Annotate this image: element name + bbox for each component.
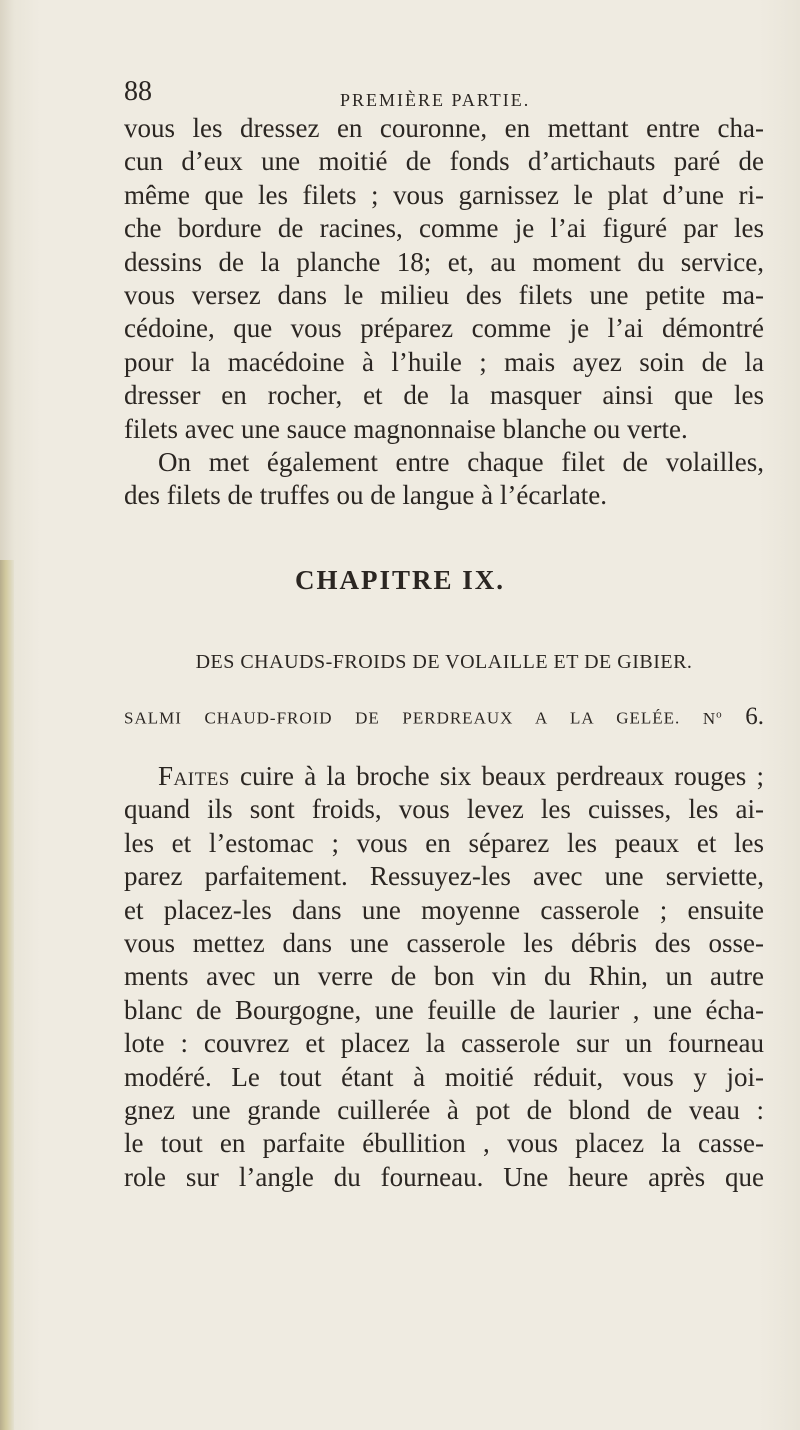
text-line: vous les dressez en couronne, en mettant entre cha- <box>124 113 764 143</box>
page-header <box>124 76 764 116</box>
text-line: les et l’estomac ; vous en séparez les peaux et les <box>124 827 764 858</box>
recipe-title <box>124 702 764 731</box>
page-gutter-shadow <box>0 560 14 1430</box>
lead-word: Faites <box>158 761 230 791</box>
recipe-name: SALMI CHAUD-FROID DE PERDREAUX A LA GELÉE. <box>124 708 681 728</box>
page-number: 88 <box>124 76 152 107</box>
text-line: Faites cuire à la broche six beaux perdreaux rouges ; <box>158 761 764 791</box>
text-line: dessins de la planche 18; et, au moment du service, <box>124 246 764 277</box>
text-line: cédoine, que vous préparez comme je l’ai démontré <box>124 313 764 344</box>
text-line: dresser en rocher, et de la masquer ainsi que les <box>124 380 764 411</box>
text-line: role sur l’angle du fourneau. Une heure après que <box>124 1161 764 1192</box>
text-line: le tout en parfaite ébullition , vous placez la casse- <box>124 1128 764 1159</box>
text-line: gnez une grande cuillerée à pot de blond de veau : <box>124 1095 764 1126</box>
text-line: modéré. Le tout étant à moitié réduit, vous y joi- <box>124 1061 764 1092</box>
text-line: lote : couvrez et placez la casserole sur un fourneau <box>124 1028 764 1059</box>
chapter-title: CHAPITRE IX. <box>294 565 506 595</box>
text-line: vous mettez dans une casserole les débris des osse- <box>124 928 764 959</box>
text-line: quand ils sont froids, vous levez les cuisses, les ai- <box>124 794 764 825</box>
text-line: che bordure de racines, comme je l’ai figuré par les <box>124 213 764 244</box>
text-line: blanc de Bourgogne, une feuille de laurier , une écha- <box>124 994 764 1025</box>
text-line: des filets de truffes ou de langue à l’écarlate. <box>124 480 608 511</box>
text-line: filets avec une sauce magnonnaise blanche ou verte. <box>124 413 688 444</box>
text-line: même que les filets ; vous garnissez le plat d’une ri- <box>124 179 764 210</box>
text-line: On met également entre chaque filet de volailles, <box>158 447 764 478</box>
paragraph-continued <box>124 112 764 513</box>
recipe-number: $N^o$ 6. <box>702 702 764 730</box>
recipe-paragraph <box>124 760 764 1194</box>
text-line: parez parfaitement. Ressuyez-les avec une serviette, <box>124 861 764 892</box>
text-line: vous versez dans le milieu des filets une petite ma- <box>124 280 764 311</box>
section-title: DES CHAUDS-FROIDS DE VOLAILLE ET DE GIBIER. <box>195 651 693 673</box>
text-line: cun d’eux une moitié de fonds d’artichauts paré de <box>124 146 764 177</box>
text-line: pour la macédoine à l’huile ; mais ayez soin de la <box>124 346 764 377</box>
text-line: ments avec un verre de bon vin du Rhin, un autre <box>124 961 764 992</box>
running-head: PREMIÈRE PARTIE. <box>340 90 531 110</box>
text-line: et placez-les dans une moyenne casserole ; ensuite <box>124 894 764 925</box>
